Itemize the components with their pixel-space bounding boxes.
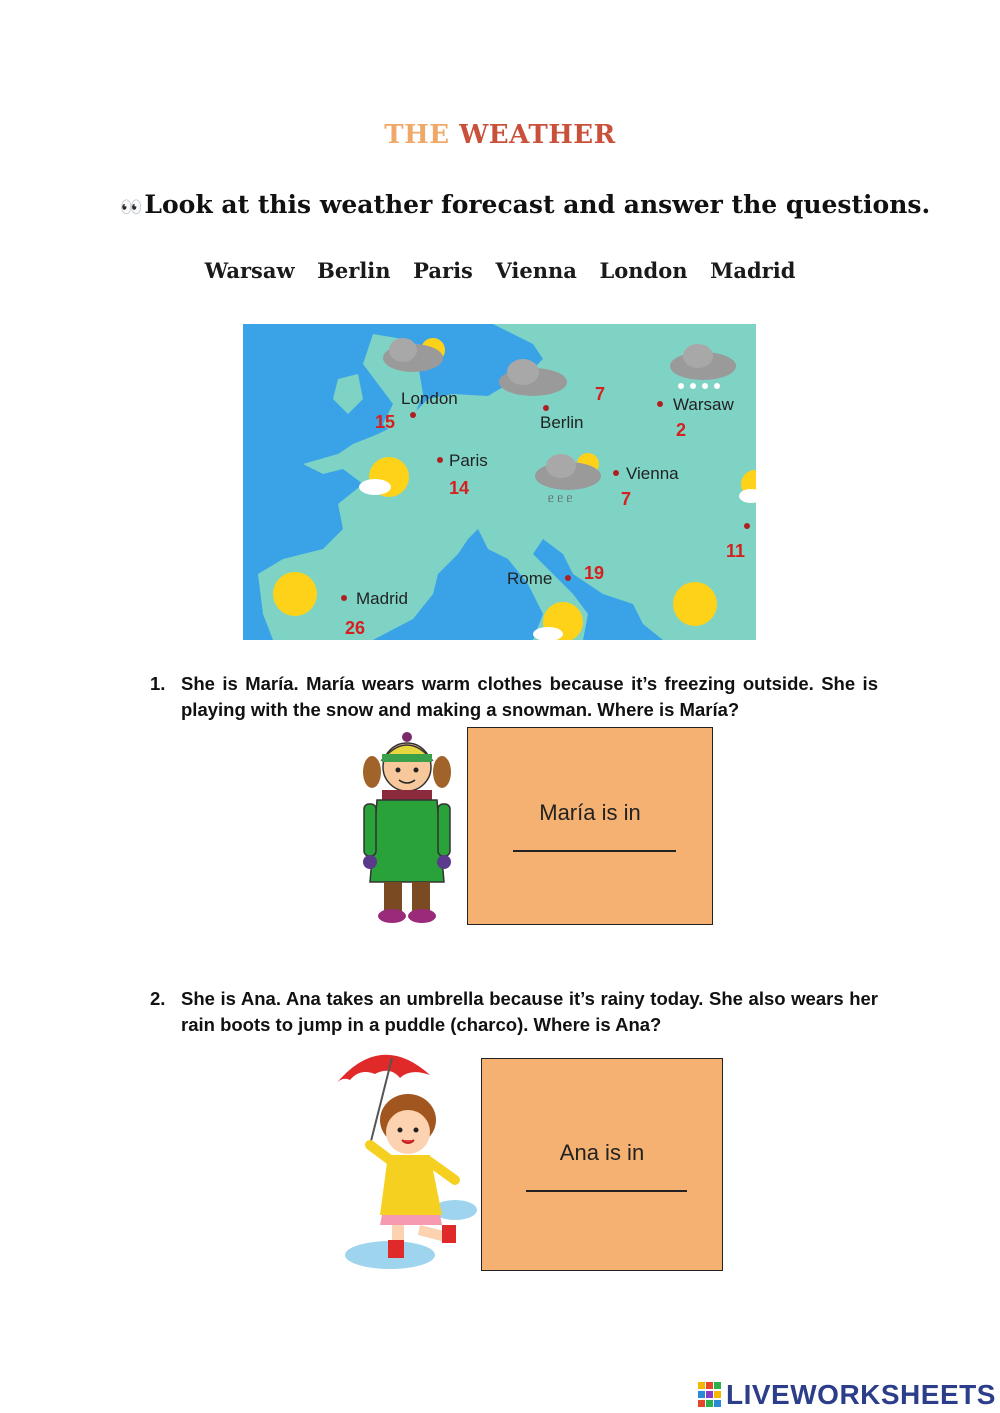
logo-text: LIVEWORKSHEETS bbox=[726, 1379, 996, 1410]
map-city-madrid: Madrid bbox=[356, 589, 408, 608]
map-temp-paris: 14 bbox=[449, 478, 470, 498]
answer-box-2[interactable] bbox=[481, 1058, 723, 1271]
liveworksheets-logo bbox=[698, 1378, 996, 1412]
rainy-girl-illustration bbox=[330, 1040, 480, 1275]
instruction bbox=[120, 190, 930, 219]
city-dot bbox=[613, 470, 619, 476]
svg-text:ᥱ ᥱ ᥱ: ᥱ ᥱ ᥱ bbox=[548, 491, 573, 505]
map-city-rome: Rome bbox=[507, 569, 553, 588]
cloud-sun-icon-london bbox=[383, 338, 445, 372]
answer-box-1[interactable] bbox=[467, 727, 713, 925]
question-text: She is María. María wears warm clothes because it’s freezing outside. She is playing with the snow and making a snowman. Where is María? bbox=[181, 673, 878, 720]
map-temp-berlin: 7 bbox=[595, 384, 606, 404]
sun-icon-madrid bbox=[273, 572, 317, 616]
map-city-warsaw: Warsaw bbox=[673, 395, 734, 414]
liveworksheets-icon bbox=[698, 1382, 722, 1408]
answer-label: Ana is in bbox=[559, 1140, 645, 1165]
answer-label: María is in bbox=[539, 800, 641, 825]
weather-map bbox=[243, 324, 756, 640]
city-dot bbox=[744, 523, 750, 529]
page-title bbox=[0, 120, 1000, 150]
city-dot bbox=[543, 405, 549, 411]
map-temp-vienna: 7 bbox=[621, 489, 632, 509]
map-temp-extra: 11 bbox=[726, 541, 746, 561]
map-temp-london: 15 bbox=[375, 412, 396, 432]
city-dot bbox=[437, 457, 443, 463]
question-2 bbox=[150, 986, 878, 1038]
map-city-paris: Paris bbox=[449, 451, 488, 470]
city-dot bbox=[341, 595, 347, 601]
question-number: 1. bbox=[150, 673, 166, 694]
question-number: 2. bbox=[150, 988, 166, 1009]
city-dot bbox=[657, 401, 663, 407]
answer-blank-line[interactable] bbox=[526, 1190, 687, 1192]
question-text: She is Ana. Ana takes an umbrella because it’s rainy today. She also wears her rain boots to jump in a puddle (charco). Where is Ana? bbox=[181, 988, 878, 1035]
map-city-berlin: Berlin bbox=[540, 413, 584, 432]
city-list: Warsaw Berlin Paris Vienna London Madrid bbox=[204, 258, 796, 283]
title-part-2: WEATHER bbox=[459, 120, 616, 150]
instruction-text: Look at this weather forecast and answer the questions. bbox=[144, 190, 931, 219]
eyes-icon: 👀 bbox=[120, 197, 143, 218]
map-city-london: London bbox=[401, 389, 458, 408]
city-dot bbox=[565, 575, 571, 581]
question-1 bbox=[150, 671, 878, 723]
answer-blank-line[interactable] bbox=[513, 850, 676, 852]
sun-icon-east bbox=[673, 582, 717, 626]
map-temp-rome: 19 bbox=[584, 563, 605, 583]
map-city-vienna: Vienna bbox=[626, 464, 679, 483]
map-temp-madrid: 26 bbox=[345, 618, 366, 638]
winter-girl-illustration bbox=[352, 732, 462, 927]
city-dot bbox=[410, 412, 416, 418]
map-temp-warsaw: 2 bbox=[676, 420, 687, 440]
title-part-1: THE bbox=[384, 120, 450, 150]
